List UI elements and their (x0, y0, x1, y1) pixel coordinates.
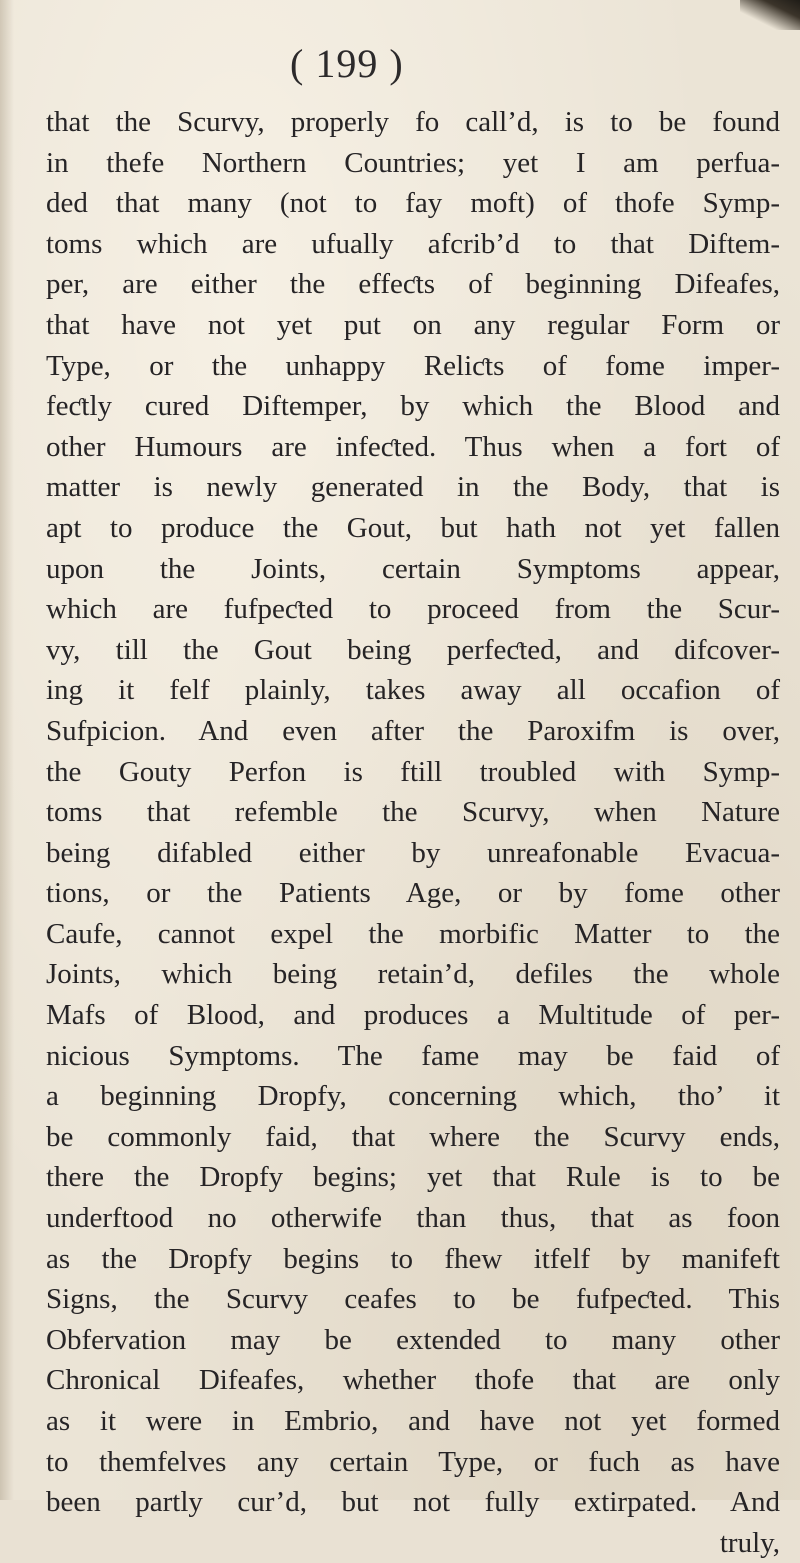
page-number: ( 199 ) (290, 41, 404, 86)
text-line: ded that many (not to fay moft) of thofe Symp- (46, 187, 780, 220)
text-line: which are fufpeƈted to proceed from the Scur- (46, 593, 780, 626)
text-line: as the Dropfy begins to fhew itfelf by manifeft (46, 1242, 780, 1275)
text-line: in thefe Northern Countries; yet I am perfua- (46, 146, 780, 179)
text-line: the Gouty Perfon is ftill troubled with Symp- (46, 755, 780, 788)
catchword: truly, (719, 1526, 780, 1559)
text-line: that have not yet put on any regular Form or (46, 308, 780, 341)
text-line: Mafs of Blood, and produces a Multitude of per- (46, 999, 780, 1032)
text-line: there the Dropfy begins; yet that Rule is to be (46, 1161, 780, 1194)
text-line: Joints, which being retain’d, defiles the whole (46, 958, 780, 991)
text-line: nicious Symptoms. The fame may be faid of (46, 1039, 780, 1072)
text-line: toms which are ufually afcrib’d to that Diftem- (46, 227, 780, 260)
text-line: matter is newly generated in the Body, that is (46, 471, 780, 504)
text-line: a beginning Dropfy, concerning which, tho’ it (46, 1080, 780, 1113)
page-corner-shadow (740, 0, 800, 30)
text-line: underftood no otherwife than thus, that as foon (46, 1202, 780, 1235)
text-line: Chronical Difeafes, whether thofe that are only (46, 1364, 780, 1397)
text-line: Caufe, cannot expel the morbific Matter to the (46, 917, 780, 950)
text-line: Obfervation may be extended to many other (46, 1323, 780, 1356)
text-line: as it were in Embrio, and have not yet formed (46, 1405, 780, 1437)
text-line: tions, or the Patients Age, or by fome other (46, 877, 780, 910)
text-line: per, are either the effeƈts of beginning Difeafes, (46, 268, 780, 301)
text-line: Sufpicion. And even after the Paroxifm is over, (46, 714, 780, 747)
text-line: upon the Joints, certain Symptoms appear, (46, 552, 780, 585)
text-line: been partly cur’d, but not fully extirpated. And (46, 1486, 780, 1519)
page-edge-shadow (0, 0, 14, 1500)
text-line: feƈtly cured Diftemper, by which the Blood and (46, 390, 780, 423)
text-line: other Humours are infeƈted. Thus when a fort of (46, 430, 780, 463)
text-line: being difabled either by unreafonable Evacua- (46, 836, 780, 869)
text-line: toms that refemble the Scurvy, when Nature (46, 796, 780, 829)
text-line: apt to produce the Gout, but hath not yet fallen (46, 511, 780, 544)
body-text (46, 102, 780, 1563)
text-line: to themfelves any certain Type, or fuch as have (46, 1445, 780, 1478)
text-line: vy, till the Gout being perfeƈted, and difcover- (46, 633, 780, 666)
text-line: Type, or the unhappy Reliƈts of fome imper- (46, 349, 780, 382)
text-line: ing it felf plainly, takes away all occafion of (46, 674, 780, 707)
text-line: Signs, the Scurvy ceafes to be fufpeƈted. This (46, 1283, 780, 1316)
text-line: be commonly faid, that where the Scurvy ends, (46, 1120, 780, 1153)
text-line: that the Scurvy, properly fo call’d, is to be found (46, 106, 780, 138)
